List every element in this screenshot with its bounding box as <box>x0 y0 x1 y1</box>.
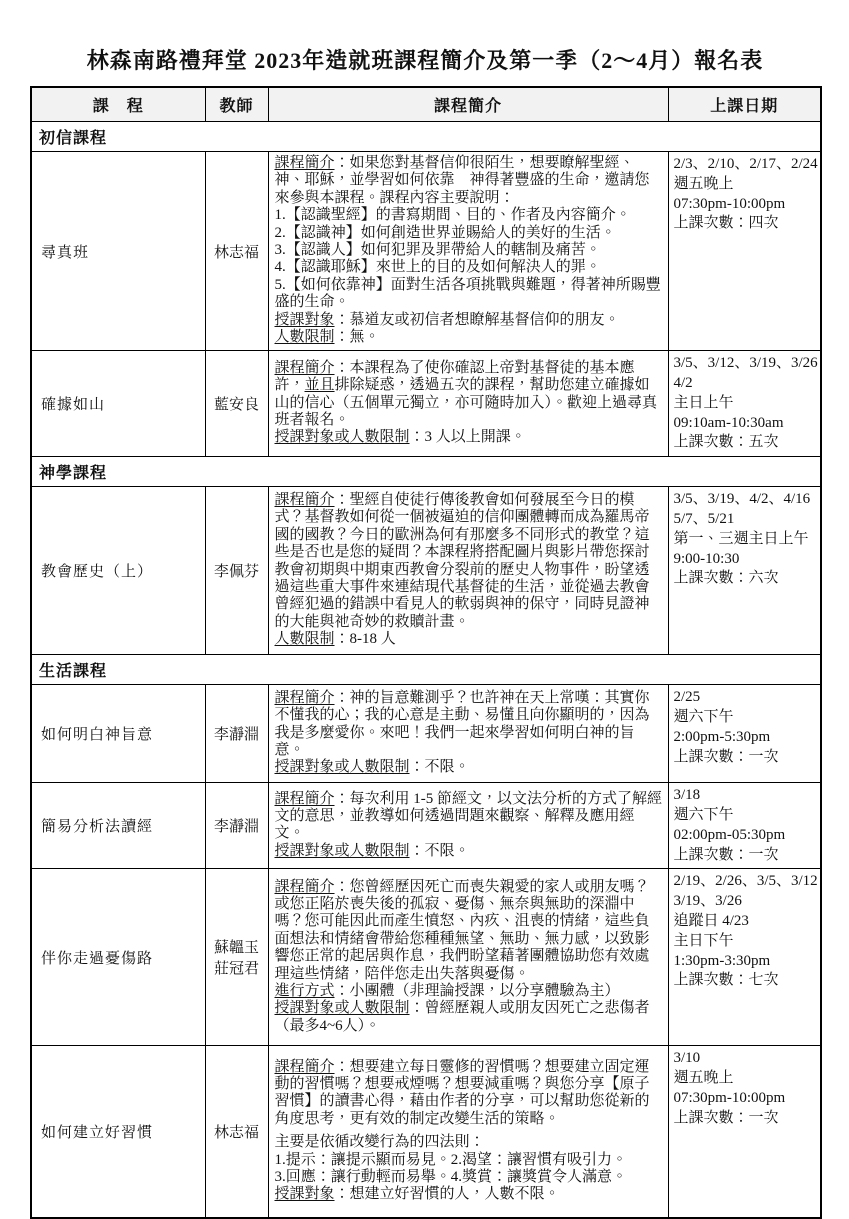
course-name: 伴你走過憂傷路 <box>31 869 205 1046</box>
page-title: 林森南路禮拜堂 2023年造就班課程簡介及第一季（2～4月）報名表 <box>86 48 764 73</box>
course-name: 確據如山 <box>31 351 205 457</box>
course-row <box>31 783 821 869</box>
course-intro: 課程簡介：想要建立每日靈修的習慣嗎？想要建立固定運動的習慣嗎？想要戒煙嗎？想要減重嗎？與您分享【原子習慣】的讀書心得，藉由作者的分享，可以幫助您從新的角度思考，更有效的制定改變生活的策略。 主要是依循改變行為的四法則： 1.提示：讓提示顯而易見。2.渴望：讓習慣有吸引力。 3.回應：讓行動輕而易舉。4.獎賞：讓獎賞令人滿意。 授課對象：想建立好習慣的人，人數不限。 <box>268 1046 668 1218</box>
course-intro: 課程簡介：聖經自使徒行傳後教會如何發展至今日的模式？基督教如何從一個被逼迫的信仰團體轉而成為羅馬帝國的國教？今日的歐洲為何有那麼多不同形式的教堂？這些是否也是您的疑問？本課程將搭配圖片與影片帶您探討教會初期與中期東西教會分裂前的歷史人物事件，盼望透過這些重大事件來連結現代基督徒的生活，並從過去教會曾經犯過的錯誤中看見人的軟弱與神的保守，同時見證神的大能與祂奇妙的救贖計畫。 人數限制：8-18 人 <box>268 487 668 655</box>
course-teacher: 林志福 <box>205 152 268 351</box>
course-row <box>31 351 821 457</box>
course-teacher: 林志福 <box>205 1046 268 1218</box>
column-header-course: 課 程 <box>31 87 205 122</box>
course-intro: 課程簡介：如果您對基督信仰很陌生，想要瞭解聖經、神、耶穌，並學習如何依靠 神得著豐盛的生命，邀請您來參與本課程。課程內容主要說明： 1.【認識聖經】的書寫期間、目的、作者及內容簡介。 2.【認識神】如何創造世界並賜給人的美好的生活。 3.【認識人】如何犯罪及罪帶給人的轄制及痛苦。 4.【認識耶穌】來世上的目的及如何解決人的罪。 5.【如何依靠神】面對生活各項挑戰與難題，得著神所賜豐盛的生命。 授課對象：慕道友或初信者想瞭解基督信仰的朋友。 人數限制：無。 <box>268 152 668 351</box>
course-schedule: 3/18 週六下午 02:00pm-05:30pm 上課次數：一次 <box>668 783 821 869</box>
course-schedule: 3/5、3/19、4/2、4/16 5/7、5/21 第一、三週主日上午 9:00-10:30 上課次數：六次 <box>668 487 821 655</box>
course-row <box>31 487 821 655</box>
course-row <box>31 869 821 1046</box>
course-row <box>31 1046 821 1218</box>
course-name: 如何明白神旨意 <box>31 685 205 783</box>
section-title-beginner: 初信課程 <box>31 122 821 152</box>
course-row <box>31 152 821 351</box>
column-header-intro: 課程簡介 <box>268 87 668 122</box>
section-row <box>31 655 821 685</box>
course-schedule: 2/19、2/26、3/5、3/12 3/19、3/26 追蹤日 4/23 主日下午 1:30pm-3:30pm 上課次數：七次 <box>668 869 821 1046</box>
course-schedule: 2/3、2/10、2/17、2/24 週五晚上 07:30pm-10:00pm 上課次數：四次 <box>668 152 821 351</box>
course-name: 如何建立好習慣 <box>31 1046 205 1218</box>
course-intro: 課程簡介：本課程為了使你確認上帝對基督徒的基本應許，並且排除疑惑，透過五次的課程，幫助您建立確據如山的信心（五個單元獨立，亦可隨時加入）。歡迎上過尋真班者報名。 授課對象或人數限制：3 人以上開課。 <box>268 351 668 457</box>
course-name: 簡易分析法讀經 <box>31 783 205 869</box>
section-title-theology: 神學課程 <box>31 457 821 487</box>
course-intro: 課程簡介：神的旨意難測乎？也許神在天上常嘆：其實你不懂我的心；我的心意是主動、易懂且向你顯明的，因為我是多麼愛你。來吧！我們一起來學習如何明白神的旨意。 授課對象或人數限制：不限。 <box>268 685 668 783</box>
course-schedule: 3/5、3/12、3/19、3/26 4/2 主日上午 09:10am-10:30am 上課次數：五次 <box>668 351 821 457</box>
course-name: 教會歷史（上） <box>31 487 205 655</box>
courses-table <box>30 86 822 1219</box>
course-row <box>31 685 821 783</box>
table-header-row <box>31 87 821 122</box>
course-name: 尋真班 <box>31 152 205 351</box>
course-intro: 課程簡介：每次利用 1-5 節經文，以文法分析的方式了解經文的意思，並教導如何透過問題來觀察、解釋及應用經文。 授課對象或人數限制：不限。 <box>268 783 668 869</box>
course-teacher: 李佩芬 <box>205 487 268 655</box>
column-header-dates: 上課日期 <box>668 87 821 122</box>
course-intro: 課程簡介：您曾經歷因死亡而喪失親愛的家人或朋友嗎？或您正陷於喪失後的孤寂、憂傷、無奈與無助的深淵中嗎？您可能因此而產生憤怒、內疚、沮喪的情緒，這些負面想法和情緒會帶給您種種無望、無助、無力感，以致影響您正常的起居與作息，我們盼望藉著團體協助您有效處理這些情緒，陪伴您走出失落與憂傷。 進行方式：小團體（非理論授課，以分享體驗為主） 授課對象或人數限制：曾經歷親人或朋友因死亡之悲傷者（最多4~6人）。 <box>268 869 668 1046</box>
column-header-teacher: 教師 <box>205 87 268 122</box>
section-title-life: 生活課程 <box>31 655 821 685</box>
course-teacher: 李瀞淵 <box>205 685 268 783</box>
section-row <box>31 457 821 487</box>
course-teacher: 藍安良 <box>205 351 268 457</box>
course-teacher: 蘇韞玉 莊冠君 <box>205 869 268 1046</box>
section-row <box>31 122 821 152</box>
course-teacher: 李瀞淵 <box>205 783 268 869</box>
course-schedule: 2/25 週六下午 2:00pm-5:30pm 上課次數：一次 <box>668 685 821 783</box>
course-schedule: 3/10 週五晚上 07:30pm-10:00pm 上課次數：一次 <box>668 1046 821 1218</box>
